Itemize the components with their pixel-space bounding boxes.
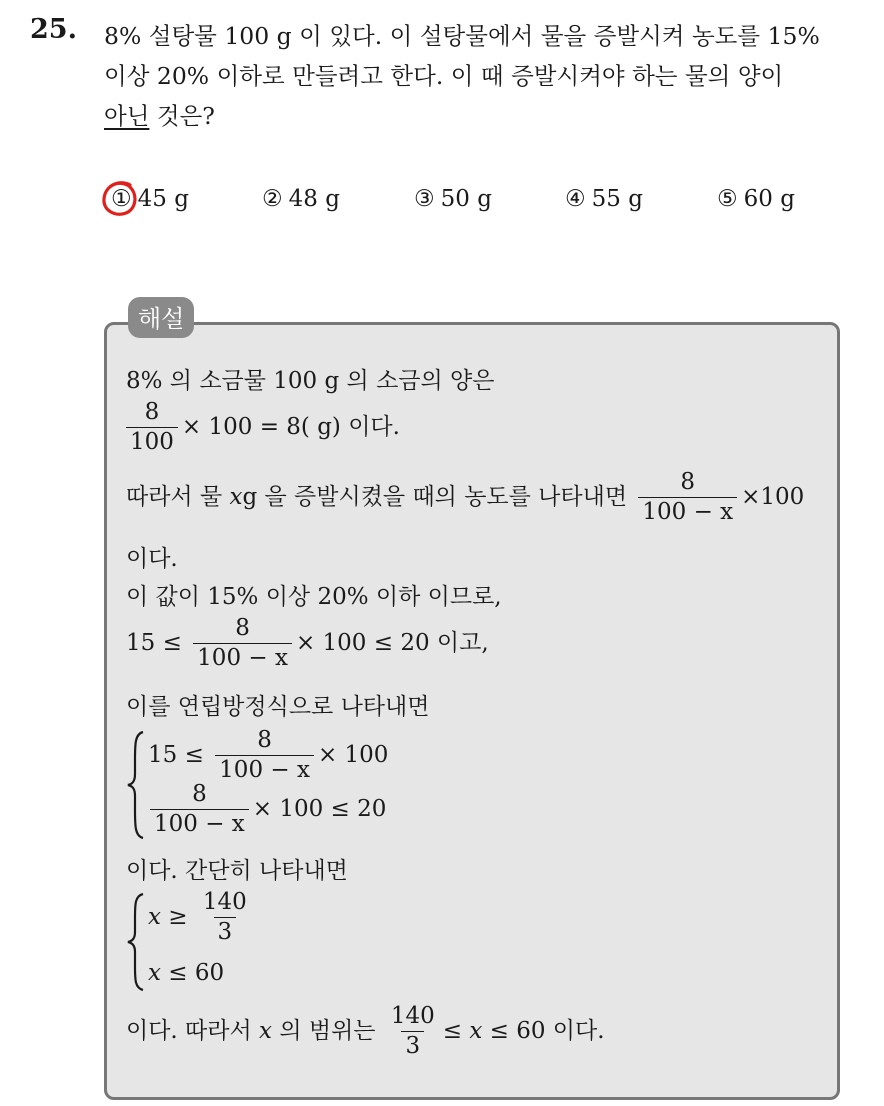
choice-number: ④: [565, 186, 586, 212]
fraction: $\frac{140}{3}$: [202, 889, 247, 946]
question-number: 25.: [30, 14, 77, 45]
choice-4[interactable]: [565, 186, 643, 212]
system-2-line-1: x ≥ $\frac{140}{3}$: [148, 890, 255, 946]
answer-circle-mark-icon: [100, 179, 140, 219]
choice-5[interactable]: [717, 186, 795, 212]
solution-tag: 해설: [128, 297, 194, 338]
choice-number: ①: [111, 186, 132, 212]
solution-line-4: 이다.: [126, 546, 178, 572]
left-brace-icon: [126, 730, 146, 840]
choice-value: 55 g: [591, 186, 643, 212]
solution-line-9: 이다. 따라서 x 의 범위는 $\frac{140}{3}$ ≤ x ≤ 60 이다.: [126, 1003, 605, 1060]
fraction: $\frac{8}{100 - x}$: [638, 470, 737, 526]
question-line-3-rest: 것은?: [149, 102, 215, 130]
solution-line-2: $\frac{8}{100}$ × 100 = 8( g) 이다.: [122, 400, 400, 456]
fraction: $\frac{8}{100}$: [126, 400, 178, 456]
system-2-line-2: x ≤ 60: [148, 960, 225, 986]
choice-number: ⑤: [717, 186, 738, 212]
system-1-line-2: $\frac{8}{100 - x}$ × 100 ≤ 20: [146, 782, 386, 838]
choice-number: ②: [262, 186, 283, 212]
solution-line-1: 8% 의 소금물 100 g 의 소금의 양은: [126, 368, 495, 394]
question-emphasis: 아닌: [104, 102, 150, 130]
solution-line-8: 이다. 간단히 나타내면: [126, 858, 348, 884]
choice-3[interactable]: [414, 186, 492, 212]
solution-line-5: 이 값이 15% 이상 20% 이하 이므로,: [126, 584, 502, 610]
choice-value: 45 g: [137, 186, 189, 212]
question-line-3: [104, 97, 215, 131]
solution-line-3: 따라서 물 xg 을 증발시켰을 때의 농도를 나타내면 $\frac{8}{100 - x}$ ×100: [126, 469, 805, 526]
choice-2[interactable]: [262, 186, 340, 212]
solution-line-6: 15 ≤ $\frac{8}{100 - x}$ × 100 ≤ 20 이고,: [126, 615, 489, 672]
choice-value: 50 g: [440, 186, 492, 212]
solution-line-7: 이를 연립방정식으로 나타내면: [126, 694, 430, 720]
choice-value: 48 g: [288, 186, 340, 212]
question-line-2: 이상 20% 이하로 만들려고 한다. 이 때 증발시켜야 하는 물의 양이: [104, 62, 784, 90]
fraction: $\frac{8}{100 - x}$: [215, 728, 314, 784]
question-line-1: 8% 설탕물 100 g 이 있다. 이 설탕물에서 물을 증발시켜 농도를 15%: [104, 22, 820, 50]
fraction: $\frac{8}{100 - x}$: [193, 616, 292, 672]
system-1-line-1: 15 ≤ $\frac{8}{100 - x}$ × 100: [148, 727, 389, 784]
left-brace-icon: [126, 892, 146, 992]
fraction: $\frac{8}{100 - x}$: [150, 782, 249, 838]
choice-number: ③: [414, 186, 435, 212]
choice-value: 60 g: [743, 186, 795, 212]
fraction: $\frac{140}{3}$: [390, 1003, 435, 1060]
